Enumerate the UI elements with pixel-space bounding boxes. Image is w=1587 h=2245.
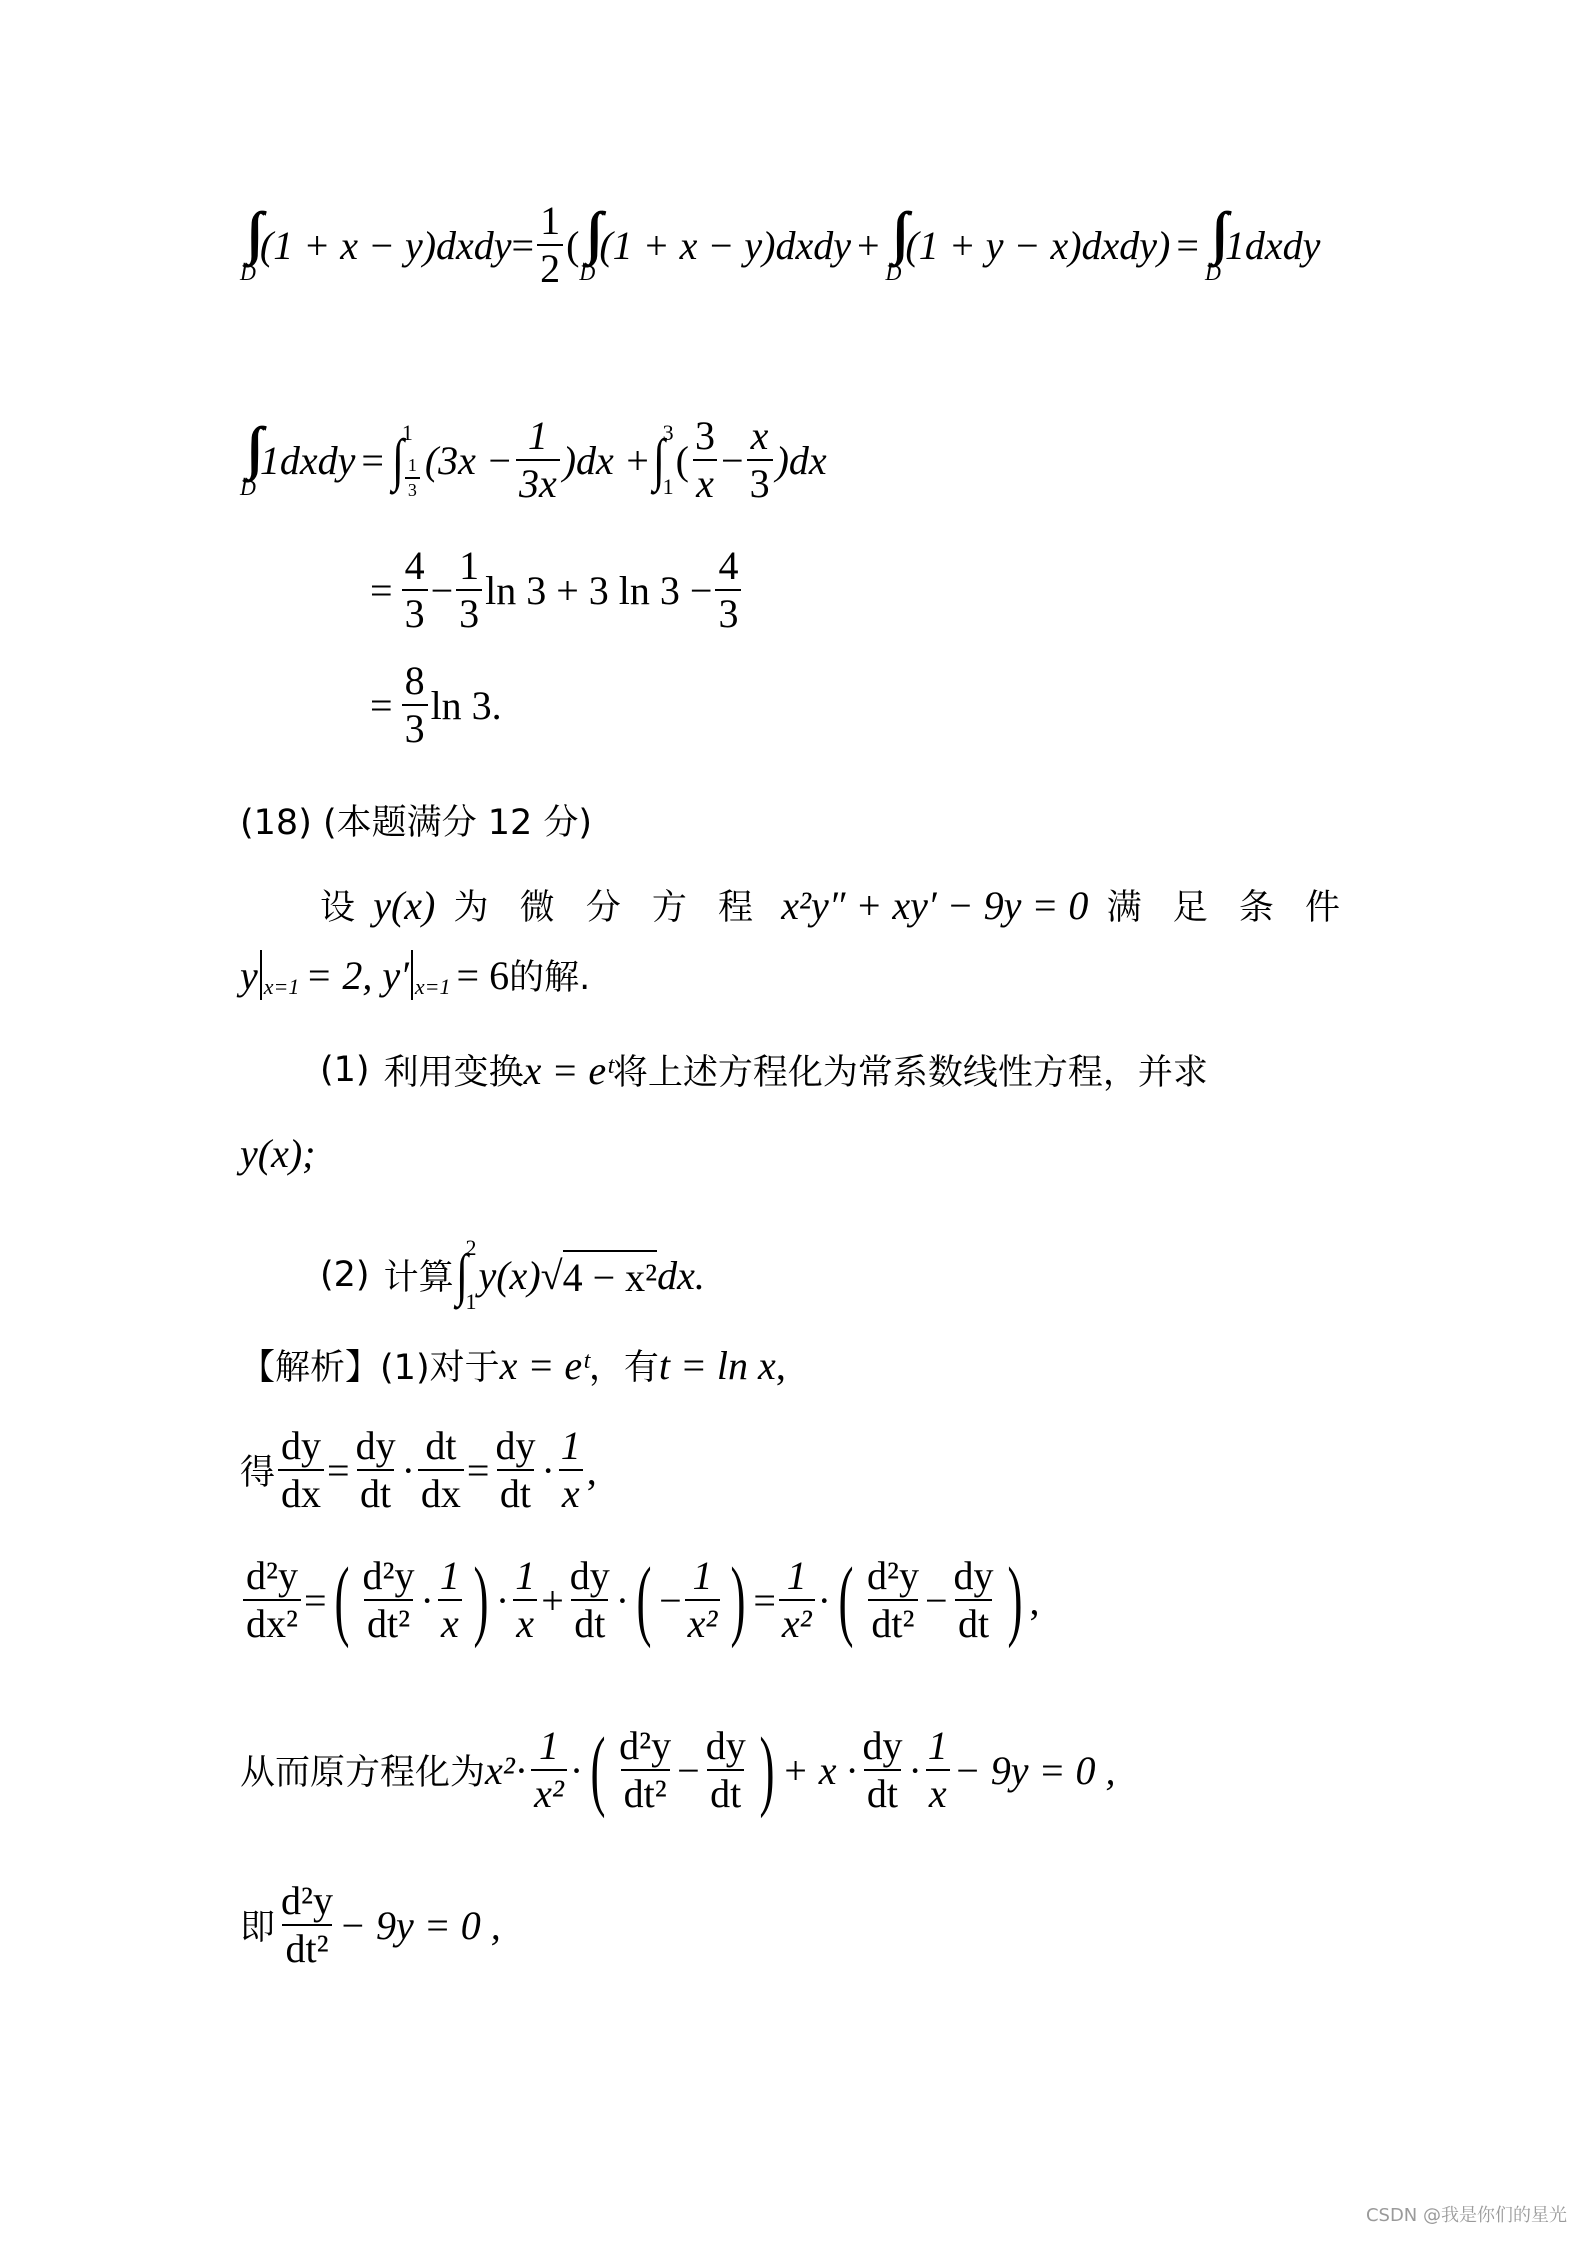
fraction: $\frac{1}{\text{x²}}$ — [531, 1725, 567, 1815]
right-paren-icon: ) — [473, 1550, 489, 1649]
equation-double-integral-symmetry — [240, 200, 1320, 290]
open-paren: ( — [566, 222, 580, 268]
solution-line1 — [240, 1340, 786, 1390]
math: x = eᵗ — [523, 1047, 613, 1093]
text: 满 足 条 件 — [1106, 888, 1350, 928]
sqrt-icon: √ — [540, 1252, 563, 1298]
equals: = — [1176, 222, 1199, 268]
close-dx: )dx — [775, 437, 827, 483]
left-paren-icon: ( — [636, 1550, 652, 1649]
middle-terms: ln 3 + 3 ln 3 − — [485, 567, 713, 613]
integral-limits: 3 1 — [662, 420, 674, 499]
solution-transformed-equation: 从而原方程化为 x² · $\frac{1}{\text{x²}}$ · ( $\frac{\text{d²y}}{\text{dt²}}$ − $\frac{dy}{dt}$ ) + x · $\frac{dy}{dt}$ · $\frac{1}{x}$ − 9y = 0 , — [240, 1720, 1116, 1819]
equation-integral-evaluation — [240, 415, 827, 505]
fraction: $\frac{\text{d²y}}{\text{dt²}}$ — [281, 1878, 334, 1971]
math: y(x) — [478, 1252, 541, 1298]
math: x² — [485, 1747, 515, 1793]
fraction: $\frac{x}{3}$ — [747, 415, 773, 505]
math: + x · — [781, 1747, 857, 1793]
fraction: $\frac{dy}{dt}$ — [495, 1423, 536, 1516]
math-cond-end: = 6 — [456, 952, 510, 998]
fraction: $\frac{8}{3}$ — [402, 660, 428, 750]
solution-chain-rule: 得 $\frac{dy}{dx}$ = $\frac{dy}{dt}$ · $\frac{dt}{dx}$ = $\frac{dy}{dt}$ · $\frac{1}{x}$ , — [240, 1423, 597, 1516]
problem-statement-line1 — [320, 880, 1350, 930]
fraction: $\frac{1}{\text{x²}}$ — [685, 1555, 721, 1645]
result: ln 3. — [430, 682, 502, 728]
fraction: $\frac{dy}{dt}$ — [953, 1553, 994, 1646]
lhs: 1dxdy — [259, 437, 356, 483]
part-label: (2) — [320, 1255, 370, 1295]
equals: = — [370, 567, 393, 613]
fraction: $\frac{4}{3}$ — [715, 545, 741, 635]
solution-simplified-equation — [240, 1880, 501, 1970]
fraction: $\frac{\text{d²y}}{\text{dx²}}$ — [243, 1555, 301, 1645]
text: 利用变换 — [383, 1053, 524, 1093]
fraction: $\frac{1}{3}$ — [456, 545, 482, 635]
subscript: x=1 — [414, 974, 451, 999]
watermark: CSDN @我是你们的星光 — [1365, 2205, 1567, 2226]
math-cond: = 2, y′ — [305, 952, 409, 998]
term1: (1 + x − y)dxdy — [599, 222, 851, 268]
text: 为 微 分 方 程 — [453, 888, 764, 928]
open-paren: ( — [675, 437, 689, 483]
text: 的解. — [509, 958, 591, 998]
integral-icon: ∫ — [455, 1242, 468, 1307]
rhs: 1dxdy — [1224, 222, 1321, 268]
fraction: $\frac{1}{x}$ — [515, 1553, 536, 1646]
fraction-half: $\frac{1}{2}$ — [537, 200, 563, 290]
text: 计算 — [383, 1258, 454, 1298]
integral-icon: ∫ — [652, 427, 665, 492]
fraction: $\frac{1}{x}$ — [927, 1723, 948, 1816]
comma: , — [775, 1342, 786, 1388]
math-ode: x²y″ + xy′ − 9y = 0 — [781, 882, 1089, 928]
right-paren-icon: ) — [730, 1550, 746, 1649]
minus: − — [430, 567, 454, 613]
equation-step3 — [370, 660, 502, 750]
equals: = — [361, 437, 384, 483]
fraction: $\frac{dy}{dt}$ — [355, 1423, 396, 1516]
text: (1)对于 — [380, 1348, 500, 1388]
double-integral-icon: ∫∫ D — [579, 200, 596, 285]
integral-limits: 1 $\frac{1}{3}$ — [402, 420, 423, 500]
evaluation-bar — [411, 950, 413, 1000]
math: − 9y = 0 , — [339, 1902, 501, 1948]
text: ，有 — [588, 1348, 659, 1388]
right-paren-icon: ) — [759, 1720, 775, 1819]
math-yx: y(x) — [373, 882, 436, 928]
problem-header-text: (18) (本题满分 12 分) — [240, 803, 593, 843]
fraction: $\frac{1}{x}$ — [560, 1423, 581, 1516]
fraction: $\frac{1}{x}$ — [439, 1553, 460, 1646]
comma: , — [586, 1447, 597, 1493]
evaluation-bar — [260, 950, 262, 1000]
equation-step2 — [370, 545, 744, 635]
solution-second-derivative: $\frac{\text{d²y}}{\text{dx²}}$ = ( $\frac{\text{d²y}}{\text{dt²}}$ · $\frac{1}{x}$ ) · $\frac{1}{x}$ + $\frac{dy}{dt}$ · ( − $\frac{1}{\text{x²}}$ ) = $\frac{1}{\text{x²}}$ · ( $\frac{\text{d²y}}{\text{dt²}}$ − $\frac{dy}{dt}$ ) , — [240, 1555, 1040, 1645]
fraction: $\frac{dy}{dt}$ — [862, 1723, 903, 1816]
fraction: $\frac{1}{3x}$ — [516, 415, 560, 505]
double-integral-icon: ∫∫ D — [240, 200, 256, 285]
text: 设 — [320, 888, 356, 928]
subscript: x=1 — [263, 974, 300, 999]
left-paren-icon: ( — [590, 1720, 606, 1819]
integrand-b: )dx + — [562, 437, 651, 483]
plus: + — [856, 222, 880, 268]
right-paren-icon: ) — [1007, 1550, 1023, 1649]
part-label: (1) — [320, 1050, 370, 1090]
double-integral-icon: ∫∫ D — [885, 200, 902, 285]
fraction: $\frac{3}{x}$ — [695, 413, 715, 506]
problem-header — [240, 795, 592, 845]
fraction: $\frac{dy}{dt}$ — [569, 1553, 610, 1646]
fraction: $\frac{\text{d²y}}{\text{dt²}}$ — [866, 1553, 919, 1646]
integral-icon: ∫ — [391, 427, 404, 492]
text: 即 — [240, 1908, 276, 1948]
math: y(x); — [240, 1131, 316, 1176]
integrand-a: (3x − — [424, 437, 513, 483]
problem-part2 — [320, 1235, 705, 1315]
fraction: $\frac{\text{d²y}}{\text{dt²}}$ — [362, 1553, 415, 1646]
double-integral-icon: ∫∫ D — [240, 415, 256, 500]
math: − 9y = 0 , — [953, 1747, 1116, 1793]
problem-part1 — [320, 1045, 1208, 1095]
fraction: $\frac{4}{3}$ — [402, 545, 428, 635]
fraction: $\frac{\text{d²y}}{\text{dt²}}$ — [619, 1723, 672, 1816]
comma: , — [1029, 1577, 1040, 1623]
fraction: $\frac{dy}{dt}$ — [705, 1723, 746, 1816]
math-y: y — [240, 952, 258, 998]
text: 从而原方程化为 — [240, 1753, 486, 1793]
left-paren-icon: ( — [334, 1550, 350, 1649]
solution-label: 【解析】 — [240, 1348, 381, 1388]
equals: = — [511, 222, 535, 268]
problem-part1-cont — [240, 1130, 315, 1177]
minus: − — [721, 437, 744, 483]
fraction: $\frac{dt}{dx}$ — [418, 1425, 464, 1515]
text: 将上述方程化为常系数线性方程，并求 — [612, 1053, 1208, 1093]
math: x = eᵗ — [499, 1342, 589, 1388]
problem-statement-line2 — [240, 950, 590, 1000]
text: 得 — [240, 1453, 276, 1493]
term2: (1 + y − x)dxdy) — [905, 222, 1171, 268]
math: dx. — [657, 1252, 705, 1298]
integrand: (1 + x − y)dxdy — [259, 222, 512, 268]
integral-limits: 2 1 — [465, 1235, 477, 1314]
double-integral-icon: ∫∫ D — [1204, 200, 1221, 285]
sqrt-content: 4 − x² — [563, 1250, 658, 1301]
math: t = ln x — [658, 1342, 776, 1388]
left-paren-icon: ( — [838, 1550, 854, 1649]
fraction: $\frac{1}{\text{x²}}$ — [779, 1555, 815, 1645]
equals: = — [370, 682, 393, 728]
fraction: $\frac{dy}{dx}$ — [278, 1425, 324, 1515]
